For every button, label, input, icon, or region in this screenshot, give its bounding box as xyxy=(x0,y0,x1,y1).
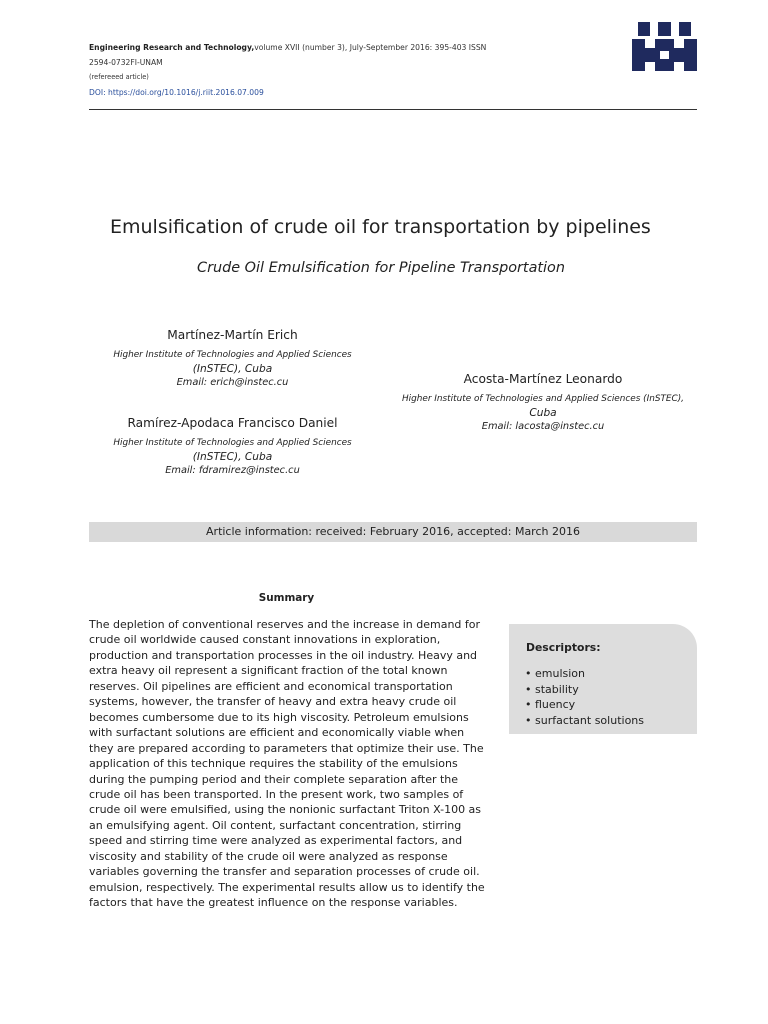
author-affiliation-country: Cuba xyxy=(529,407,557,419)
author-email[interactable]: Email: fdramirez@instec.cu xyxy=(165,465,300,476)
author-email[interactable]: Email: lacosta@instec.cu xyxy=(481,421,605,432)
journal-header xyxy=(89,40,569,100)
summary-heading: Summary xyxy=(258,592,315,604)
journal-citation-line xyxy=(89,40,569,55)
descriptors-list xyxy=(525,666,644,728)
header-divider xyxy=(89,109,697,110)
author-block-1 xyxy=(100,326,365,390)
doi-link[interactable]: https://doi.org/10.1016/j.riit.2016.07.009 xyxy=(108,88,264,97)
author-block-2 xyxy=(384,370,702,434)
author-affiliation: Higher Institute of Technologies and Applied Sciences xyxy=(113,350,352,360)
author-affiliation: Higher Institute of Technologies and Applied Sciences xyxy=(113,438,352,448)
journal-issn: 2594-0732FI-UNAM xyxy=(89,58,163,67)
author-email[interactable]: Email: erich@instec.cu xyxy=(176,377,289,388)
descriptors-title: Descriptors: xyxy=(526,641,601,654)
descriptor-item: • surfactant solutions xyxy=(525,713,644,727)
descriptor-item: • emulsion xyxy=(525,667,585,680)
descriptor-item: • fluency xyxy=(525,698,576,711)
author-affiliation-country: (InSTEC), Cuba xyxy=(192,363,273,375)
author-name: Ramírez-Apodaca Francisco Daniel xyxy=(127,416,338,430)
author-block-3 xyxy=(100,414,365,478)
author-affiliation: Higher Institute of Technologies and Applied Sciences (InSTEC), xyxy=(401,394,685,404)
refereed-note: (refereeed article) xyxy=(89,73,149,81)
author-affiliation-country: (InSTEC), Cuba xyxy=(192,451,273,463)
doi-label: DOI: xyxy=(89,88,109,97)
journal-name: Engineering Research and Technology, xyxy=(89,43,255,52)
doi-line xyxy=(89,85,569,100)
descriptors-box xyxy=(509,624,697,734)
author-name: Martínez-Martín Erich xyxy=(167,328,298,342)
author-name: Acosta-Martínez Leonardo xyxy=(463,372,623,386)
descriptor-item: • stability xyxy=(525,682,579,696)
article-info-bar: Article information: received: February 2016, accepted: March 2016 xyxy=(89,522,697,542)
unam-engineering-logo-icon xyxy=(632,22,697,71)
journal-details: volume XVII (number 3), July-September 2016: 395-403 ISSN xyxy=(254,43,487,52)
summary-text: The depletion of conventional reserves and the increase in demand for crude oil worldwide caused constant innovations in exploration, production and transportation processes in the oil industry. Heavy and extra heavy oil represent a significant fraction of the total known reserves. Oil pipelines are efficient and economical transportation systems, however, the transfer of heavy and extra heavy crude oil becomes cumbersome due to its high viscosity. Petroleum emulsions with surfactant solutions are efficient and economically viable when they are prepared according to parameters that optimize their use. The application of this technique requires the stability of the emulsions during the pumping period and their complete separation after the crude oil has been transported. In the present work, two samples of crude oil were emulsified, using the nonionic surfactant Triton X-100 as an emulsifying agent. Oil content, surfactant concentration, stirring speed and stirring time were analyzed as experimental factors, and viscosity and stability of the crude oil were analyzed as response variables governing the transfer and separation processes of crude oil. emulsion, respectively. The experimental results allow us to identify the factors that have the greatest influence on the response variables. xyxy=(89,618,485,910)
article-title: Emulsification of crude oil for transportation by pipelines xyxy=(110,216,651,238)
article-subtitle: Crude Oil Emulsification for Pipeline Transportation xyxy=(197,260,565,276)
